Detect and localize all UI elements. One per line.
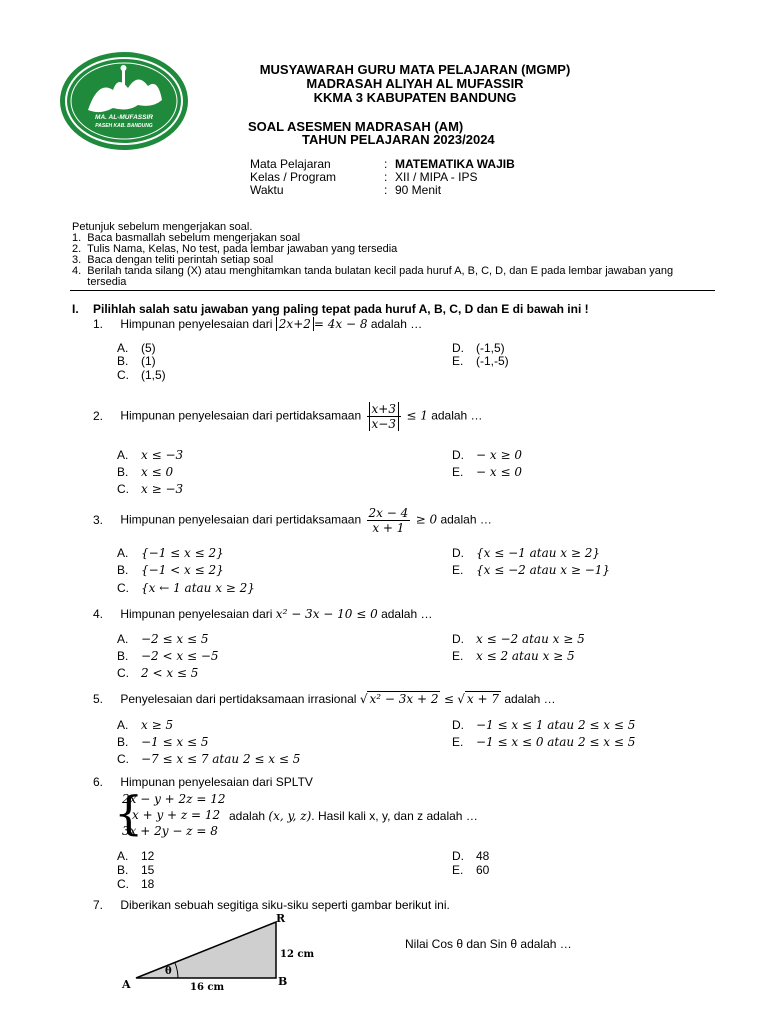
info-label-subject: Mata Pelajaran bbox=[250, 157, 331, 171]
question-1 bbox=[93, 317, 422, 331]
info-sep: : bbox=[384, 157, 388, 171]
math-expression: ≥ 0 bbox=[415, 512, 438, 527]
equation-2: x + y + z = 12 bbox=[132, 808, 221, 822]
vertex-a-label: A bbox=[122, 978, 131, 991]
question-text: Himpunan penyelesaian dari SPLTV bbox=[120, 775, 313, 789]
question-text: adalah … bbox=[370, 317, 423, 331]
header-line-2: MADRASAH ALIYAH AL MUFASSIR bbox=[306, 76, 524, 91]
question-number: 6. bbox=[93, 775, 104, 789]
instruction-item: 4. Berilah tanda silang (X) atau menghitamkan tanda bulatan kecil pada huruf A, B, C, D, dan E pada lembar jawaban yang bbox=[72, 265, 674, 277]
info-label-time: Waktu bbox=[250, 183, 284, 197]
option-a[interactable]: A. −2 ≤ x ≤ 5 bbox=[117, 632, 209, 646]
question-text: Himpunan penyelesaian dari pertidaksamaan bbox=[120, 512, 362, 527]
question-number: 3. bbox=[93, 512, 104, 527]
instruction-item: 1. Baca basmallah sebelum mengerjakan soal bbox=[72, 232, 301, 244]
question-number: 2. bbox=[93, 408, 104, 423]
question-7-prompt: Nilai Cos θ dan Sin θ adalah … bbox=[405, 937, 572, 951]
question-5: 5. Penyelesaian dari pertidaksamaan irrasional √ x² − 3x + 2 ≤ √ x + 7 adalah … bbox=[93, 692, 556, 706]
question-text: Diberikan sebuah segitiga siku-siku seperti gambar berikut ini. bbox=[120, 898, 450, 912]
info-value-class: XII / MIPA - IPS bbox=[395, 170, 478, 184]
option-b[interactable]: B. −2 < x ≤ −5 bbox=[117, 649, 219, 663]
question-text: adalah … bbox=[381, 607, 433, 621]
denominator: x−3 bbox=[369, 417, 399, 431]
sqrt-expression: x + 7 bbox=[466, 692, 499, 706]
equation-1: 2x − y + 2z = 12 bbox=[122, 792, 226, 806]
school-logo bbox=[58, 50, 190, 152]
math-expression: = 4x − 8 bbox=[313, 317, 368, 331]
header-line-4: SOAL ASESMEN MADRASAH (AM) bbox=[248, 119, 464, 134]
equation-3: 3x + 2y − z = 8 bbox=[122, 824, 218, 838]
header-line-5: TAHUN PELAJARAN 2023/2024 bbox=[302, 132, 495, 147]
question-2 bbox=[93, 402, 483, 431]
triangle-figure bbox=[118, 912, 330, 994]
option-c[interactable]: C. −7 ≤ x ≤ 7 atau 2 ≤ x ≤ 5 bbox=[117, 752, 301, 766]
question-3 bbox=[93, 506, 492, 535]
option-a[interactable]: A. x ≤ −3 bbox=[117, 448, 184, 462]
math-expression: ≤ 1 bbox=[406, 408, 428, 423]
tuple: (x, y, z) bbox=[268, 809, 312, 823]
question-text: adalah … bbox=[431, 408, 483, 423]
info-value-subject: MATEMATIKA WAJIB bbox=[395, 157, 515, 171]
question-text: Penyelesaian dari pertidaksamaan irrasional bbox=[120, 692, 357, 706]
option-e[interactable]: E. − x ≤ 0 bbox=[452, 465, 522, 479]
equation-brace: { bbox=[114, 786, 144, 840]
question-number: 1. bbox=[93, 317, 104, 331]
option-b[interactable]: B. x ≤ 0 bbox=[117, 465, 174, 479]
option-d[interactable]: D. x ≤ −2 atau x ≥ 5 bbox=[452, 632, 585, 646]
question-text: adalah … bbox=[504, 692, 556, 706]
option-e[interactable]: E. 60 bbox=[452, 863, 490, 877]
sqrt-expression: x² − 3x + 2 bbox=[369, 692, 439, 706]
option-c[interactable]: C. (1,5) bbox=[117, 368, 166, 382]
option-c[interactable]: C. x ≥ −3 bbox=[117, 482, 184, 496]
question-number: 7. bbox=[93, 898, 104, 912]
question-7 bbox=[93, 898, 450, 912]
option-a[interactable]: A. 12 bbox=[117, 849, 155, 863]
numerator: x+3 bbox=[369, 402, 399, 416]
option-a[interactable]: A. (5) bbox=[117, 341, 156, 355]
option-b[interactable]: B. (1) bbox=[117, 354, 156, 368]
angle-label: θ bbox=[165, 966, 172, 977]
question-6-suffix: adalah (x, y, z). Hasil kali x, y, dan z adalah … bbox=[229, 809, 478, 823]
option-d[interactable]: D. 48 bbox=[452, 849, 490, 863]
instruction-item: 2. Tulis Nama, Kelas, No test, pada lembar jawaban yang tersedia bbox=[72, 243, 398, 255]
math-expression: ≤ bbox=[443, 692, 454, 706]
question-text: Himpunan penyelesaian dari bbox=[120, 317, 273, 331]
option-b[interactable]: B. {−1 < x ≤ 2} bbox=[117, 563, 224, 577]
math-expression: x² − 3x − 10 ≤ 0 bbox=[275, 607, 378, 621]
vertex-b-label: B bbox=[278, 975, 288, 988]
option-d[interactable]: D. {x ≤ −1 atau x ≥ 2} bbox=[452, 546, 600, 560]
header-line-3: KKMA 3 KABUPATEN BANDUNG bbox=[313, 90, 517, 105]
option-e[interactable]: E. {x ≤ −2 atau x ≥ −1} bbox=[452, 563, 611, 577]
question-text: Himpunan penyelesaian dari bbox=[120, 607, 273, 621]
info-sep: : bbox=[384, 170, 388, 184]
option-e[interactable]: E. x ≤ 2 atau x ≥ 5 bbox=[452, 649, 575, 663]
info-value-time: 90 Menit bbox=[395, 183, 442, 197]
denominator: x + 1 bbox=[372, 521, 405, 535]
info-label-class: Kelas / Program bbox=[250, 170, 337, 184]
question-number: 4. bbox=[93, 607, 104, 621]
question-text: adalah … bbox=[440, 512, 492, 527]
option-c[interactable]: C. 2 < x ≤ 5 bbox=[117, 666, 199, 680]
option-b[interactable]: B. 15 bbox=[117, 863, 155, 877]
option-d[interactable]: D. −1 ≤ x ≤ 1 atau 2 ≤ x ≤ 5 bbox=[452, 718, 636, 732]
instruction-item: 3. Baca dengan teliti perintah setiap soal bbox=[72, 254, 274, 266]
logo-text-2: PASEH KAB. BANDUNG bbox=[95, 123, 153, 129]
option-c[interactable]: C. 18 bbox=[117, 877, 155, 891]
logo-text-1: MA. AL-MUFASSIR bbox=[95, 114, 153, 121]
question-number: 5. bbox=[93, 692, 104, 706]
divider bbox=[70, 290, 715, 291]
instructions-title: Petunjuk sebelum mengerjakan soal. bbox=[72, 221, 253, 233]
section-number: I. bbox=[72, 302, 79, 316]
fraction bbox=[367, 402, 401, 431]
option-e[interactable]: E. −1 ≤ x ≤ 0 atau 2 ≤ x ≤ 5 bbox=[452, 735, 636, 749]
option-a[interactable]: A. x ≥ 5 bbox=[117, 718, 174, 732]
question-text: Himpunan penyelesaian dari pertidaksamaan bbox=[120, 408, 362, 423]
math-expression: 2x+2 bbox=[276, 317, 314, 331]
option-b[interactable]: B. −1 ≤ x ≤ 5 bbox=[117, 735, 209, 749]
base-label: 16 cm bbox=[190, 982, 225, 993]
option-a[interactable]: A. {−1 ≤ x ≤ 2} bbox=[117, 546, 224, 560]
option-e[interactable]: E. (-1,-5) bbox=[452, 354, 509, 368]
option-d[interactable]: D. − x ≥ 0 bbox=[452, 448, 522, 462]
section-title: Pilihlah salah satu jawaban yang paling tepat pada huruf A, B, C, D dan E di bawah ini ! bbox=[93, 302, 589, 316]
header-line-1: MUSYAWARAH GURU MATA PELAJARAN (MGMP) bbox=[259, 62, 571, 77]
option-d[interactable]: D. (-1,5) bbox=[452, 341, 505, 355]
vertex-r-label: R bbox=[276, 912, 286, 925]
fraction bbox=[367, 506, 411, 535]
height-label: 12 cm bbox=[280, 949, 315, 960]
instruction-item: tersedia bbox=[72, 276, 127, 288]
question-4 bbox=[93, 607, 432, 621]
info-sep: : bbox=[384, 183, 388, 197]
option-c[interactable]: C. {x ← 1 atau x ≥ 2} bbox=[117, 581, 255, 595]
numerator: 2x − 4 bbox=[368, 506, 409, 520]
